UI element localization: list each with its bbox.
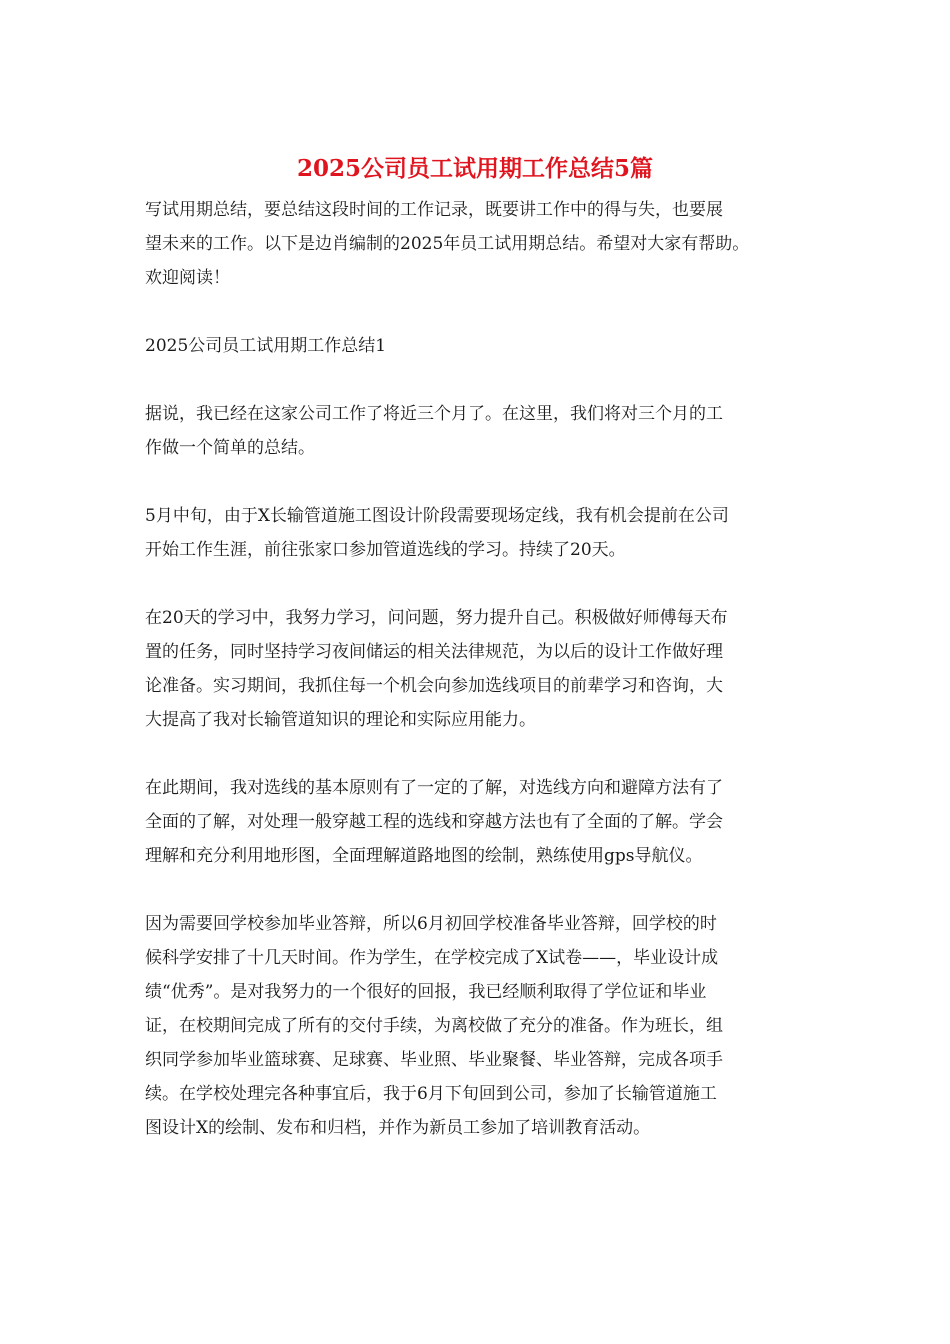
paragraph-spacer: [145, 873, 810, 907]
intro-paragraph: [145, 193, 810, 295]
text-line: 置的任务，同时坚持学习夜间储运的相关法律规范，为以后的设计工作做好理: [145, 642, 723, 662]
section-heading: [145, 329, 810, 363]
body-paragraph: [145, 601, 810, 737]
paragraph-spacer: [145, 567, 810, 601]
text-line: 全面的了解，对处理一般穿越工程的选线和穿越方法也有了全面的了解。学会: [145, 812, 723, 832]
text-line: 候科学安排了十几天时间。作为学生，在学校完成了X试卷——，毕业设计成: [145, 948, 719, 968]
text-line: 在此期间，我对选线的基本原则有了一定的了解，对选线方向和避障方法有了: [145, 778, 723, 798]
body-paragraph: [145, 771, 810, 873]
document-title: 2025公司员工试用期工作总结5篇: [296, 155, 654, 182]
body-paragraph: [145, 907, 810, 1145]
text-line: 望未来的工作。以下是边肖编制的2025年员工试用期总结。希望对大家有帮助。: [145, 234, 750, 254]
text-line: 2025公司员工试用期工作总结1: [145, 336, 387, 356]
document-body: [145, 193, 810, 1145]
paragraph-spacer: [145, 737, 810, 771]
text-line: 因为需要回学校参加毕业答辩，所以6月初回学校准备毕业答辩，回学校的时: [145, 914, 717, 934]
paragraph-spacer: [145, 295, 810, 329]
text-line: 据说，我已经在这家公司工作了将近三个月了。在这里，我们将对三个月的工: [145, 404, 723, 424]
text-line: 写试用期总结，要总结这段时间的工作记录，既要讲工作中的得与失，也要展: [145, 200, 723, 220]
text-line: 理解和充分利用地形图，全面理解道路地图的绘制，熟练使用gps导航仪。: [145, 846, 703, 866]
text-line: 开始工作生涯，前往张家口参加管道选线的学习。持续了20天。: [145, 540, 626, 560]
text-line: 欢迎阅读！: [145, 268, 230, 288]
text-line: 续。在学校处理完各种事宜后，我于6月下旬回到公司，参加了长输管道施工: [145, 1084, 717, 1104]
text-line: 5月中旬，由于X长输管道施工图设计阶段需要现场定线，我有机会提前在公司: [145, 506, 729, 526]
text-line: 作做一个简单的总结。: [145, 438, 315, 458]
paragraph-spacer: [145, 465, 810, 499]
text-line: 织同学参加毕业篮球赛、足球赛、毕业照、毕业聚餐、毕业答辩，完成各项手: [145, 1050, 723, 1070]
body-paragraph: [145, 397, 810, 465]
text-line: 图设计X的绘制、发布和归档，并作为新员工参加了培训教育活动。: [145, 1118, 651, 1138]
text-line: 证，在校期间完成了所有的交付手续，为离校做了充分的准备。作为班长，组: [145, 1016, 723, 1036]
paragraph-spacer: [145, 363, 810, 397]
text-line: 绩“优秀”。是对我努力的一个很好的回报，我已经顺利取得了学位证和毕业: [145, 982, 707, 1002]
body-paragraph: [145, 499, 810, 567]
text-line: 论准备。实习期间，我抓住每一个机会向参加选线项目的前辈学习和咨询，大: [145, 676, 723, 696]
text-line: 在20天的学习中，我努力学习，问问题，努力提升自己。积极做好师傅每天布: [145, 608, 728, 628]
text-line: 大提高了我对长输管道知识的理论和实际应用能力。: [145, 710, 536, 730]
